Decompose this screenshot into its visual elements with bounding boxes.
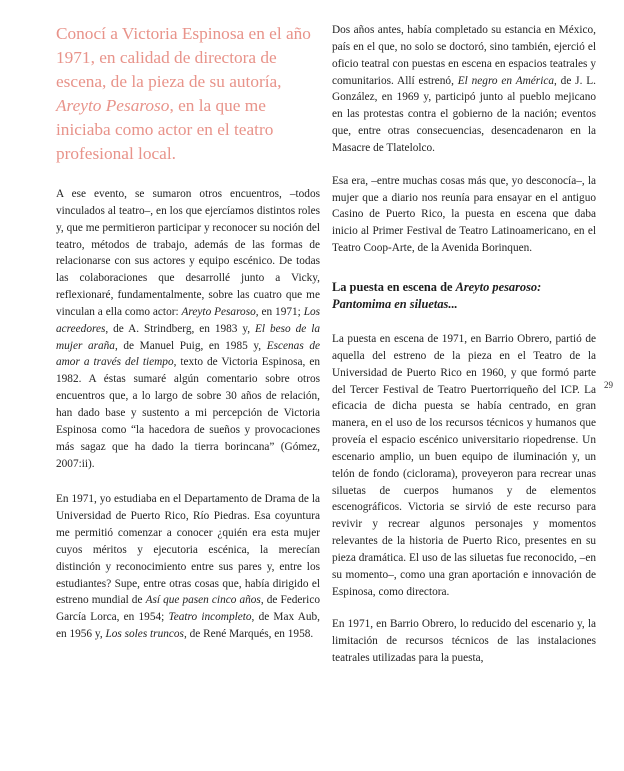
left-paragraph-2: En 1971, yo estudiaba en el Departamento de Drama de la Universidad de Puerto Rico, Río Piedras. Esa coyuntura me permitió comenzar a conocer ¿quién era esta mujer cuyos méritos y ejecutoria escénica, la merecían distinción y reconocimiento entre sus pares y, entre los estudiantes? Supe, entre otras cosas que, había dirigido el estreno mundial de Así que pasen cinco años, de Federico García Lorca, en 1954; Teatro incompleto, de Max Aub, en 1956 y, Los soles truncos, de René Marqués, en 1958. [56, 493, 320, 641]
section-heading: La puesta en escena de Areyto pesaroso: Pantomima en siluetas... [332, 279, 542, 311]
pull-quote: Conocí a Victoria Espinosa en el año 1971, en calidad de directora de escena, de la pieza de su autoría, Areyto Pesaroso, en la que me iniciaba como actor en el teatro profesional local. [56, 24, 311, 163]
right-paragraph-2: Esa era, –entre muchas cosas más que, yo desconocía–, la mujer que a diario nos reunía para ensayar en el antiguo Casino de Puerto Rico, la puesta en escena que daba inicio al Primer Festival de Teatro Latinoamericano, en el Teatro Coop-Arte, de la Avenida Borinquen. [332, 174, 596, 255]
right-paragraph-1: Dos años antes, había completado su estancia en México, país en el que, no solo se doctoró, sino también, ejerció el oficio teatral con puestas en escena en espacios teatrales y comunitarios. Allí estrenó, El negro en América, de J. L. González, en 1969 y, participó junto al pueblo mejicano en las protestas contra el gobierno de la nación; eventos que, entre otras consecuencias, desencadenaron en la Masacre de Tlatelolco. [332, 24, 596, 154]
right-paragraph-3: La puesta en escena de 1971, en Barrio Obrero, partió de aquella del estreno de la pieza en el Teatro de la Universidad de Puerto Rico en 1960, y que formó parte del Tercer Festival de Teatro Puertorriqueño del ICP. La eficacia de dicha puesta se había centrado, en gran manera, en el uso de los recursos técnicos y humanos que proveía el espacio escénico universitario riopedrense. Un escenario amplio, un buen equipo de iluminación y, un telón de fondo (ciclorama), proveyeron para recrear unas siluetas de cuerpos humanos y de elementos escenográficos. Victoria se sirvió de este recurso para revivir y recrear algunos personajes y momentos relevantes de la historia de Puerto Rico, presentes en su pieza dramática. El uso de las siluetas fue reconocido, –en su momento–, como una gran aportación e innovación de Espinosa, como directora. [332, 332, 596, 598]
pull-quote-title: Areyto Pesaroso [56, 96, 170, 115]
right-paragraph-4: En 1971, en Barrio Obrero, lo reducido del escenario y, la limitación de recursos técnicos de las instalaciones teatrales utilizadas para la puesta, [332, 618, 596, 665]
right-column [332, 22, 596, 667]
page-number: 29 [604, 380, 613, 390]
left-column [56, 22, 320, 643]
left-paragraph-1: A ese evento, se sumaron otros encuentros, –todos vinculados al teatro–, en los que ejercíamos distintos roles y, que me permitieron participar y reconocer su noción del teatro, métodos de trabajo, además de las formas de relacionarse con sus actores y equipo escénico. De todas las colaboraciones que desarrollé junto a Vicky, reflexionaré, fundamentalmente, sobre las cuatro que me vinculan a ella como actor: Areyto Pesaroso, en 1971; Los acreedores, de A. Strindberg, en 1983 y, El beso de la mujer araña, de Manuel Puig, en 1985 y, Escenas de amor a través del tiempo, texto de Victoria Espinosa, en 1982. A éstas sumaré algún comentario sobre otros encuentros que, a lo largo de sobre 30 años de relación, han dado base y sustento a mi percepción de Victoria Espinosa como “la hacedora de sueños y provocaciones más sagaz que ha dado la tierra borincana” (Gómez, 2007:ii). [56, 188, 321, 470]
